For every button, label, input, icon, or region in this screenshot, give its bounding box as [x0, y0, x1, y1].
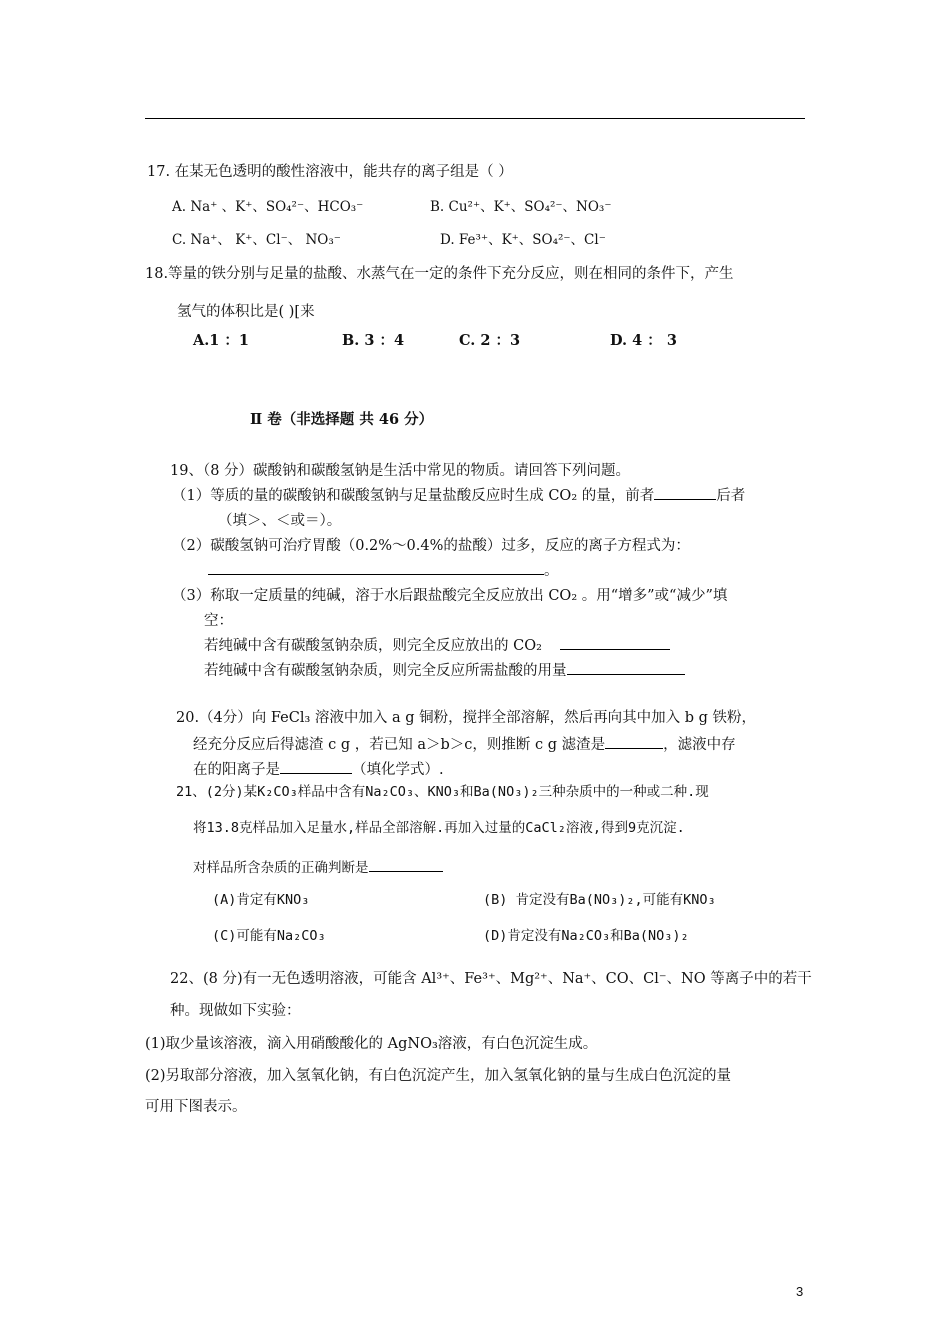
q19-stem: 19、（8 分）碳酸钠和碳酸氢钠是生活中常见的物质。请回答下列问题。: [170, 463, 631, 479]
q21-line3: [193, 858, 443, 878]
q19-part1-tail: 后者: [716, 488, 746, 504]
q20-residue-blank[interactable]: [605, 736, 663, 749]
q22-line2: 种。现做如下实验：: [170, 1003, 301, 1019]
q19-part2: （2）碳酸氢钠可治疗胃酸（0.2%～0.4%的盐酸）过多，反应的离子方程式为：: [172, 538, 690, 554]
q19-part3-a-blank[interactable]: [560, 637, 670, 650]
q19-part1: [172, 486, 745, 506]
page-number: 3: [796, 1284, 804, 1299]
q18-stem: 18.等量的铁分别与足量的盐酸、水蒸气在一定的条件下充分反应，则在相同的条件下，产生: [145, 266, 734, 282]
q19-part3-a-text: 若纯碱中含有碳酸氢钠杂质，则完全反应放出的 CO₂: [204, 638, 542, 654]
q21-answer-blank[interactable]: [369, 859, 443, 872]
q19-part1-text: （1）等质的量的碳酸钠和碳酸氢钠与足量盐酸反应时生成 CO₂ 的量，前者: [172, 488, 655, 504]
q18-option-d: D. 4 ： 3: [610, 332, 677, 349]
q22-line5: 可用下图表示。: [145, 1099, 247, 1115]
q18-option-c: C. 2 ：3: [459, 332, 521, 349]
q20-line3-tail: （填化学式）.: [352, 762, 444, 778]
q19-part1-blank[interactable]: [654, 487, 716, 500]
q21-option-c: (C)可能有Na₂CO₃: [212, 928, 326, 944]
q20-cation-blank[interactable]: [280, 761, 352, 774]
q19-part1-hint: （填＞、＜或＝）。: [218, 513, 342, 529]
q19-part2-blank[interactable]: [208, 562, 544, 575]
q18-option-a: A.1 ：1: [193, 332, 250, 349]
q22-line3: (1)取少量该溶液，滴入用硝酸酸化的 AgNO₃溶液，有白色沉淀生成。: [145, 1036, 598, 1052]
q19-part2-end: 。: [544, 563, 559, 579]
q18-stem-line2: 氢气的体积比是( )[来: [177, 304, 315, 320]
section-title: Ⅱ 卷（非选择题 共 46 分）: [250, 411, 434, 428]
q21-line1: 21、(2分)某K₂CO₃样品中含有Na₂CO₃、KNO₃和Ba(NO₃)₂三种杂质中的一种或二种.现: [176, 784, 709, 800]
q19-part2-answer-line: [208, 561, 559, 581]
q18-option-b: B. 3 ：4: [342, 332, 405, 349]
q17-option-d: D. Fe³⁺、K⁺、SO₄²⁻、Cl⁻: [440, 232, 606, 248]
q21-line3-text: 对样品所含杂质的正确判断是: [193, 860, 369, 876]
q21-option-d: (D)肯定没有Na₂CO₃和Ba(NO₃)₂: [483, 928, 689, 944]
q19-part3-b-blank[interactable]: [567, 662, 685, 675]
q19-part3-a: [204, 636, 670, 656]
q20-line2: [193, 735, 736, 755]
q20-line2-text: 经充分反应后得滤渣 c g ，若已知 a＞b＞c，则推断 c g 滤渣是: [193, 737, 606, 753]
q20-line2-tail: ，滤液中存: [663, 737, 736, 753]
q17-option-a: A. Na⁺ 、K⁺、SO₄²⁻、HCO₃⁻: [172, 199, 364, 215]
q20-line3: [193, 760, 444, 780]
q22-line1: 22、(8 分)有一无色透明溶液，可能含 Al³⁺、Fe³⁺、Mg²⁺、Na⁺、CO、Cl⁻、NO 等离子中的若干: [170, 971, 812, 987]
q17-option-b: B. Cu²⁺、K⁺、SO₄²⁻、NO₃⁻: [430, 199, 612, 215]
header-rule: [145, 118, 805, 119]
q20-line1: 20.（4分）向 FeCl₃ 溶液中加入 a g 铜粉，搅拌全部溶解，然后再向其中加入 b g 铁粉，: [176, 710, 757, 726]
q19-part3-line2: 空：: [204, 613, 233, 629]
q19-part3-b-text: 若纯碱中含有碳酸氢钠杂质，则完全反应所需盐酸的用量: [204, 663, 567, 679]
q22-line4: (2)另取部分溶液，加入氢氧化钠，有白色沉淀产生，加入氢氧化钠的量与生成白色沉淀的量: [145, 1068, 732, 1084]
q19-part3: （3）称取一定质量的纯碱，溶于水后跟盐酸完全反应放出 CO₂ 。用“增多”或“减少”填: [172, 588, 728, 604]
q21-option-b: (B) 肯定没有Ba(NO₃)₂,可能有KNO₃: [483, 892, 716, 908]
q21-line2: 将13.8克样品加入足量水,样品全部溶解.再加入过量的CaCl₂溶液,得到9克沉淀.: [193, 820, 685, 836]
q19-part3-b: [204, 661, 685, 681]
q17-stem: 17. 在某无色透明的酸性溶液中，能共存的离子组是（ ）: [147, 164, 513, 180]
q21-option-a: (A)肯定有KNO₃: [212, 892, 310, 908]
q20-line3-text: 在的阳离子是: [193, 762, 280, 778]
q17-option-c: C. Na⁺、 K⁺、Cl⁻、 NO₃⁻: [172, 232, 341, 248]
